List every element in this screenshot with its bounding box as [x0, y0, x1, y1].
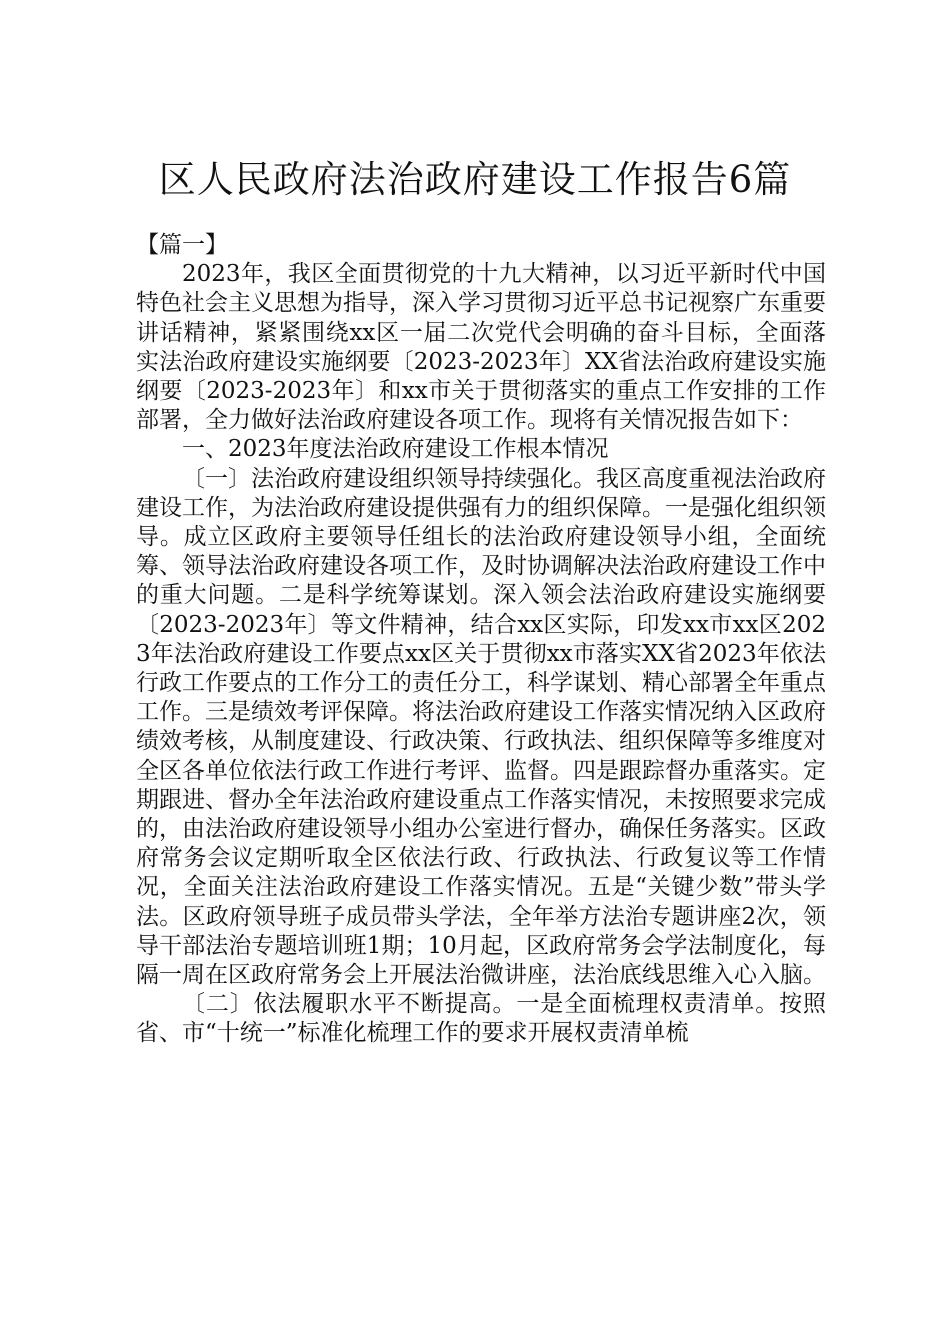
paragraph-duties: 〔二〕依法履职水平不断提高。一是全面梳理权责清单。按照省、市“十统一”标准化梳理工作的要求开展权责清单梳 — [136, 991, 826, 1047]
section-tag: 【篇一】 — [136, 232, 228, 258]
section-heading: 一、2023年度法治政府建设工作根本情况 — [182, 436, 609, 463]
paragraph-intro: 2023年，我区全面贯彻党的十九大精神，以习近平新时代中国特色社会主义思想为指导，深入学习贯彻习近平总书记视察广东重要讲话精神，紧紧围绕xx区一届二次党代会明确的奋斗目标，全面落实法治政府建设实施纲要〔2023-2023年〕XX省法治政府建设实施纲要〔2023-2023年〕和xx市关于贯彻落实的重点工作安排的工作部署，全力做好法治政府建设各项工作。现将有关情况报告如下： — [136, 261, 826, 434]
document-body — [136, 231, 826, 1049]
document-title: 区人民政府法治政府建设工作报告6篇 — [158, 158, 792, 201]
paragraph-organization: 〔一〕法治政府建设组织领导持续强化。我区高度重视法治政府建设工作，为法治政府建设提供强有力的组织保障。一是强化组织领导。成立区政府主要领导任组长的法治政府建设领导小组，全面统筹、领导法治政府建设各项工作，及时协调解决法治政府建设工作中的重大问题。二是科学统筹谋划。深入领会法治政府建设实施纲要〔2023-2023年〕等文件精神，结合xx区实际，印发xx市xx区2023年法治政府建设工作要点xx区关于贯彻xx市落实XX省2023年依法行政工作要点的工作分工的责任分工，科学谋划、精心部署全年重点工作。三是绩效考评保障。将法治政府建设工作落实情况纳入区政府绩效考核，从制度建设、行政决策、行政执法、组织保障等多维度对全区各单位依法行政工作进行考评、监督。四是跟踪督办重落实。定期跟进、督办全年法治政府建设重点工作落实情况，未按照要求完成的，由法治政府建设领导小组办公室进行督办，确保任务落实。区政府常务会议定期听取全区依法行政、行政执法、行政复议等工作情况，全面关注法治政府建设工作落实情况。五是“关键少数”带头学法。区政府领导班子成员带头学法，全年举方法治专题讲座2次，领导干部法治专题培训班1期；10月起，区政府常务会学法制度化，每隔一周在区政府常务会上开展法治微讲座，法治底线思维入心入脑。 — [136, 465, 826, 989]
